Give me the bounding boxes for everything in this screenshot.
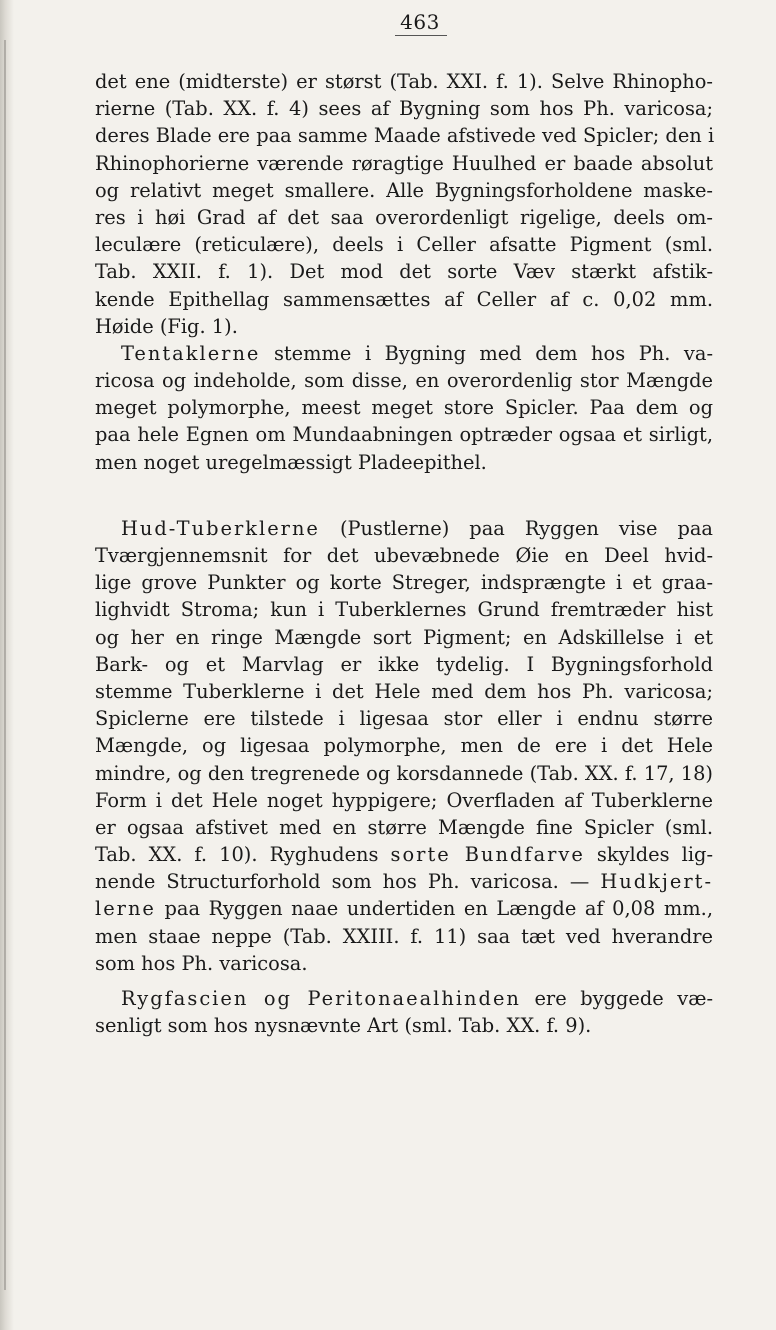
text-run: Tab. XX. f. 10). Ryghudens [95, 843, 391, 867]
text-run: (Pustlerne) paa Ryggen vise paa [319, 516, 713, 540]
text-line: er ogsaa afstivet med en større Mængde fine Spicler (sml. [95, 815, 713, 839]
text-line: og her en ringe Mængde sort Pigment; en Adskillelse i et [95, 625, 713, 649]
text-line: det ene (midterste) er størst (Tab. XXI. f. 1). Selve Rhinopho- [95, 70, 713, 93]
paragraph-tentakler [95, 340, 713, 476]
text-run: nende Structurforhold som hos Ph. varicosa. — [95, 870, 601, 894]
spaced-term: Hudkjert- [600, 870, 713, 894]
text-line: rierne (Tab. XX. f. 4) sees af Bygning som hos Ph. varicosa; [95, 97, 713, 121]
text-line: paa hele Egnen om Mundaabningen optræder ogsaa et sirligt, [95, 423, 713, 447]
text-line [95, 340, 713, 367]
text-line: som hos Ph. varicosa. [95, 951, 308, 975]
binding-shadow [4, 40, 6, 1290]
text-line: deres Blade ere paa samme Maade afstivede ved Spicler; den i [95, 124, 715, 148]
paragraph-rygfascien [95, 985, 713, 1039]
text-line: kende Epithellag sammensættes af Celler af c. 0,02 mm. [95, 287, 713, 311]
text-line [95, 985, 713, 1012]
text-line: Rhinophorierne værende røragtige Huulhed er baade absolut [95, 151, 713, 175]
spaced-term: Rygfascien og Peritonaealhinden [121, 987, 521, 1010]
text-line: Form i det Hele noget hyppigere; Overfladen af Tuberklerne [95, 788, 713, 812]
paragraph-gap [95, 977, 713, 985]
text-line: Tværgjennemsnit for det ubevæbnede Øie en Deel hvid- [95, 544, 713, 567]
paragraph-rhinophorier [95, 68, 713, 340]
text-line [95, 895, 713, 922]
paragraph-hud-tuberkler [95, 515, 713, 977]
body-text [95, 68, 713, 1039]
text-line: men staae neppe (Tab. XXIII. f. 11) saa tæt ved hverandre [95, 924, 713, 948]
text-line: res i høi Grad af det saa overordenligt rigelige, deels om- [95, 205, 713, 229]
page-number: 463 [400, 10, 440, 34]
spaced-term: Tentaklerne [121, 341, 261, 365]
text-line: ricosa og indeholde, som disse, en overordenlig stor Mængde [95, 369, 713, 393]
text-line: lige grove Punkter og korte Streger, indsprængte i et graa- [95, 571, 713, 595]
text-line [95, 868, 713, 895]
text-line: senligt som hos nysnævnte Art (sml. Tab. XX. f. 9). [95, 1014, 592, 1038]
page-number-rule [395, 35, 447, 36]
text-line [95, 841, 713, 868]
text-run: skyldes lig- [584, 843, 713, 867]
text-run: paa Ryggen naae undertiden en Længde af 0,08 mm., [155, 897, 713, 921]
text-run: stemme i Bygning med dem hos Ph. va- [260, 341, 713, 365]
spaced-term: sorte Bundfarve [390, 843, 585, 867]
text-line: Tab. XXII. f. 1). Det mod det sorte Væv stærkt afstik- [95, 260, 713, 284]
section-heading [95, 485, 713, 512]
text-line: lighvidt Stroma; kun i Tuberklernes Grund fremtræder hist [95, 598, 713, 622]
text-line: Høide (Fig. 1). [95, 314, 238, 338]
text-line: og relativt meget smallere. Alle Bygningsforholdene maske- [95, 178, 713, 202]
spaced-term: Hud-Tuberklerne [121, 516, 320, 540]
text-line: Spiclerne ere tilstede i ligesaa stor eller i endnu større [95, 707, 713, 731]
text-line: men noget uregelmæssigt Pladeepithel. [95, 450, 487, 474]
text-line: mindre, og den tregrenede og korsdannede (Tab. XX. f. 17, 18) [95, 761, 713, 785]
text-line: meget polymorphe, meest meget store Spicler. Paa dem og [95, 396, 713, 420]
text-run: ere byggede væ- [520, 987, 714, 1010]
text-line: Bark- og et Marvlag er ikke tydelig. I Bygningsforhold [95, 652, 713, 676]
text-line: leculære (reticulære), deels i Celler afsatte Pigment (sml. [95, 233, 713, 257]
text-line: Mængde, og ligesaa polymorphe, men de ere i det Hele [95, 734, 713, 758]
text-line: stemme Tuberklerne i det Hele med dem hos Ph. varicosa; [95, 679, 713, 703]
page-edge [0, 0, 14, 1330]
text-line [95, 515, 713, 542]
spaced-term: lerne [95, 897, 156, 921]
